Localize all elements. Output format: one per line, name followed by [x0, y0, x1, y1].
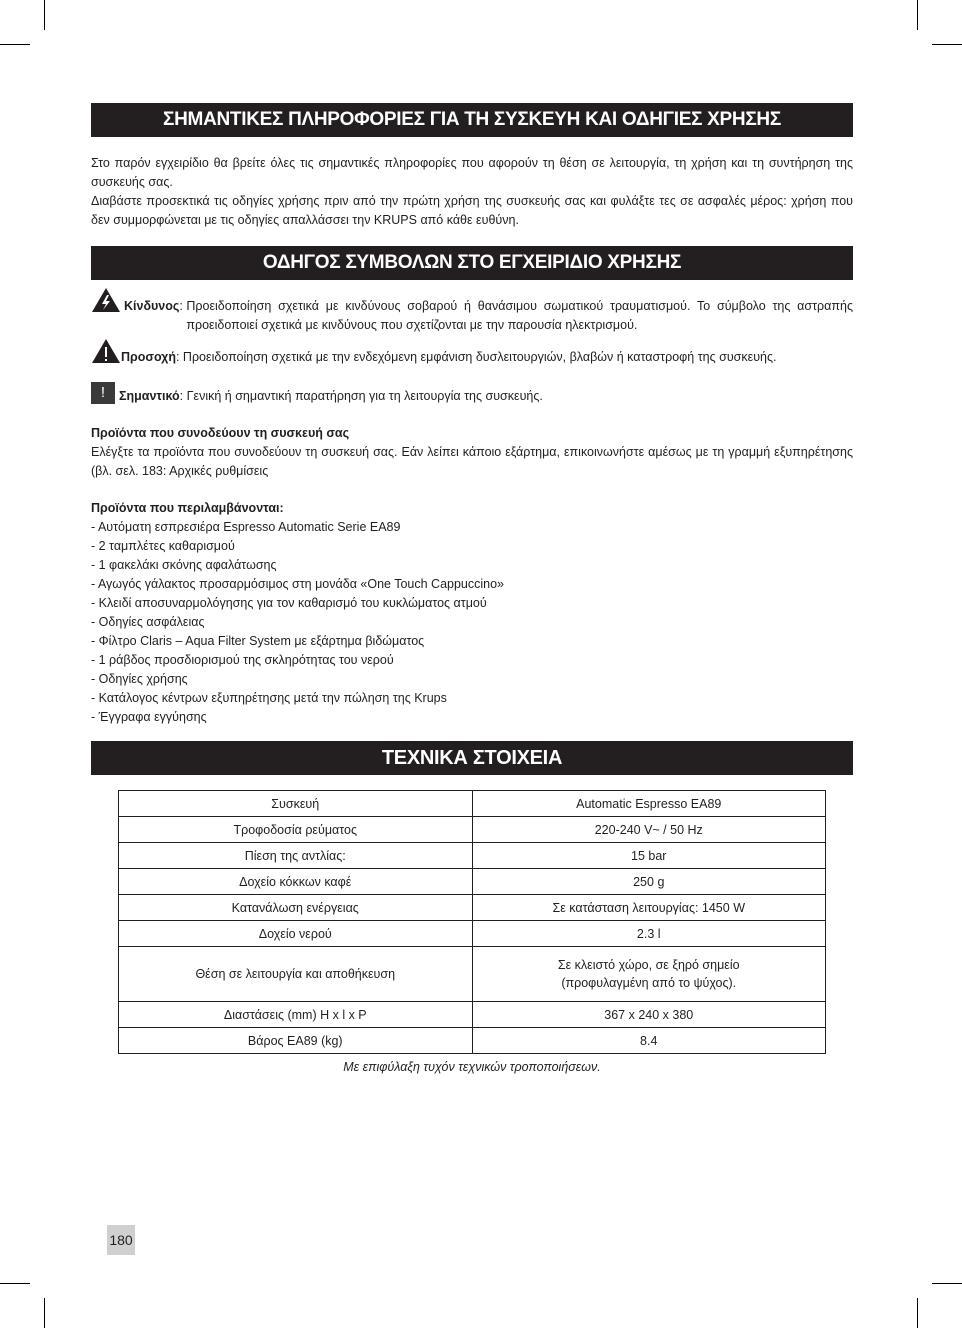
table-row — [119, 1002, 826, 1028]
caution-label: Προσοχή — [121, 350, 176, 364]
spec-label: Τροφοδοσία ρεύματος — [119, 817, 473, 843]
crop-mark — [44, 1298, 45, 1328]
specs-footnote: Με επιφύλαξη τυχόν τεχνικών τροποποιήσεων. — [343, 1060, 601, 1074]
list-item: - Οδηγίες ασφάλειας — [91, 615, 205, 629]
spec-label: Βάρος EA89 (kg) — [119, 1028, 473, 1054]
supplied-heading: Προϊόντα που συνοδεύουν τη συσκευή σας — [91, 426, 350, 440]
spec-label: Διαστάσεις (mm) H x l x P — [119, 1002, 473, 1028]
important-exclamation-icon: ! — [91, 382, 115, 404]
spec-value: Σε κλειστό χώρο, σε ξηρό σημείο (προφυλαγμένη από το ψύχος). — [472, 947, 826, 1002]
caution-warning-icon — [91, 338, 121, 364]
table-row — [119, 843, 826, 869]
spec-value: Automatic Espresso EA89 — [472, 791, 826, 817]
spec-value: 8.4 — [472, 1028, 826, 1054]
list-item: - 2 ταμπλέτες καθαρισμού — [91, 539, 235, 553]
section-heading-info: ΣΗΜΑΝΤΙΚΕΣ ΠΛΗΡΟΦΟΡΙΕΣ ΓΙΑ ΤΗ ΣΥΣΚΕΥΗ ΚΑΙ ΟΔΗΓΙΕΣ ΧΡΗΣΗΣ — [91, 103, 853, 137]
danger-text: Προειδοποίηση σχετικά με κινδύνους σοβαρού ή θανάσιμου σωματικού τραυματισμού. Το σύμβολο της αστραπής προειδοποιεί σχετικά με κινδύνους που σχετίζονται με την παρουσία ηλεκτρισμού. — [186, 299, 853, 332]
table-row — [119, 869, 826, 895]
specs-table — [118, 790, 826, 1054]
included-heading: Προϊόντα που περιλαμβάνονται: — [91, 501, 284, 515]
table-row — [119, 791, 826, 817]
intro-paragraph: Διαβάστε προσεκτικά τις οδηγίες χρήσης πριν από την πρώτη χρήση της συσκευής σας και φυλάξτε τες σε ασφαλές μέρος: χρήση που δεν συμμορφώνεται με τις οδηγίες απαλλάσσει την KRUPS από κάθε ευθύνη. — [91, 194, 853, 227]
crop-mark — [44, 0, 45, 30]
spec-value: 220-240 V~ / 50 Hz — [472, 817, 826, 843]
spec-label: Πίεση της αντλίας: — [119, 843, 473, 869]
caution-text: Προειδοποίηση σχετικά με την ενδεχόμενη εμφάνιση δυσλειτουργιών, βλαβών ή καταστροφή της συσκευής. — [182, 350, 777, 364]
crop-mark — [917, 0, 918, 30]
list-item: - Αυτόματη εσπρεσιέρα Espresso Automatic Serie EA89 — [91, 520, 401, 534]
spec-label: Δοχείο νερού — [119, 921, 473, 947]
section-heading-specs: ΤΕΧΝΙΚΑ ΣΤΟΙΧΕΙΑ — [91, 741, 853, 775]
danger-symbol-entry: Κίνδυνος: Προειδοποίηση σχετικά με κινδύνους σοβαρού ή θανάσιμου σωματικού τραυματισμού. Το σύμβολο της αστραπής προειδοποιεί σχετικά με κινδύνους που σχετίζονται με την παρουσία ηλεκτρισμού. — [91, 297, 853, 335]
section-heading-symbols: ΟΔΗΓΟΣ ΣΥΜΒΟΛΩΝ ΣΤΟ ΕΓΧΕΙΡΙΔΙΟ ΧΡΗΣΗΣ — [91, 246, 853, 280]
list-item: - Κλειδί αποσυναρμολόγησης για τον καθαρισμό του κυκλώματος ατμού — [91, 596, 487, 610]
danger-label: Κίνδυνος — [124, 299, 180, 313]
crop-mark — [0, 44, 30, 45]
intro-paragraph: Στο παρόν εγχειρίδιο θα βρείτε όλες τις σημαντικές πληροφορίες που αφορούν τη θέση σε λειτουργία, τη χρήση και τη συντήρηση της συσκευής σας. — [91, 156, 853, 189]
list-item: - 1 ράβδος προσδιορισμού της σκληρότητας του νερού — [91, 653, 394, 667]
crop-mark — [932, 44, 962, 45]
crop-mark — [932, 1283, 962, 1284]
important-symbol-entry: ! Σημαντικό: Γενική ή σημαντική παρατήρηση για τη λειτουργία της συσκευής. — [91, 387, 853, 406]
included-list — [91, 518, 853, 727]
table-row — [119, 921, 826, 947]
list-item: - Οδηγίες χρήσης — [91, 672, 188, 686]
lightning-warning-icon — [91, 287, 121, 313]
spec-label: Δοχείο κόκκων καφέ — [119, 869, 473, 895]
spec-label: Κατανάλωση ενέργειας — [119, 895, 473, 921]
spec-label: Θέση σε λειτουργία και αποθήκευση — [119, 947, 473, 1002]
table-row — [119, 947, 826, 1002]
spec-value: 250 g — [472, 869, 826, 895]
crop-mark — [917, 1298, 918, 1328]
spec-label: Συσκευή — [119, 791, 473, 817]
spec-value: 2.3 l — [472, 921, 826, 947]
list-item: - Έγγραφα εγγύησης — [91, 710, 207, 724]
list-item: - Φίλτρο Claris – Aqua Filter System με εξάρτημα βιδώματος — [91, 634, 425, 648]
important-label: Σημαντικό — [119, 389, 180, 403]
spec-value: 367 x 240 x 380 — [472, 1002, 826, 1028]
spec-value: 15 bar — [472, 843, 826, 869]
important-text: Γενική ή σημαντική παρατήρηση για τη λειτουργία της συσκευής. — [186, 389, 543, 403]
table-row — [119, 895, 826, 921]
list-item: - Κατάλογος κέντρων εξυπηρέτησης μετά την πώληση της Krups — [91, 691, 447, 705]
caution-symbol-entry: Προσοχή: Προειδοποίηση σχετικά με την ενδεχόμενη εμφάνιση δυσλειτουργιών, βλαβών ή καταστροφή της συσκευής. — [91, 348, 853, 367]
list-item: - Αγωγός γάλακτος προσαρμόσιμος στη μονάδα «One Touch Cappuccino» — [91, 577, 505, 591]
table-row — [119, 817, 826, 843]
page-number: 180 — [107, 1225, 135, 1255]
list-item: - 1 φακελάκι σκόνης αφαλάτωσης — [91, 558, 277, 572]
spec-value: Σε κατάσταση λειτουργίας: 1450 W — [472, 895, 826, 921]
supplied-text: Ελέγξτε τα προϊόντα που συνοδεύουν τη συσκευή σας. Εάν λείπει κάποιο εξάρτημα, επικοινωνήστε αμέσως με τη γραμμή εξυπηρέτησης (βλ. σελ. 183: Αρχικές ρυθμίσεις — [91, 445, 853, 478]
table-row — [119, 1028, 826, 1054]
crop-mark — [0, 1283, 30, 1284]
